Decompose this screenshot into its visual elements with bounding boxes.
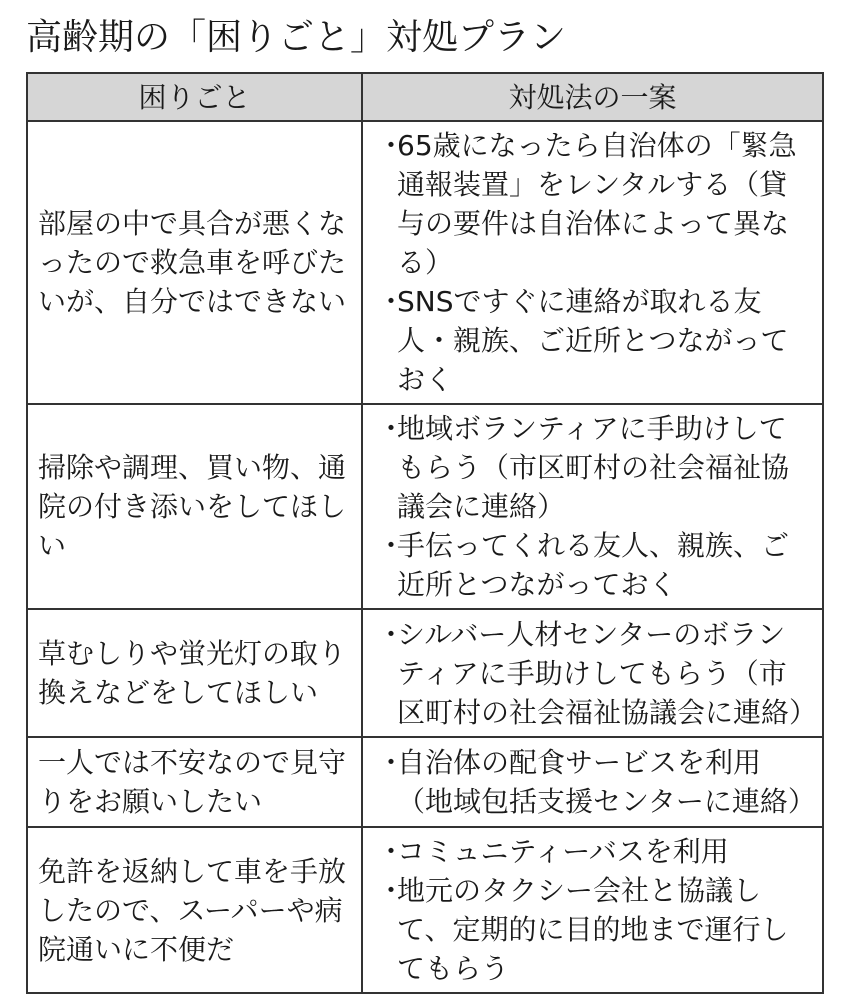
solution-text: シルバー人材センターのボランティアに手助けしてもらう（市区町村の社会福祉協議会に連絡）	[397, 617, 818, 729]
problem-cell: 部屋の中で具合が悪くなったので救急車を呼びたいが、自分ではできない	[27, 121, 362, 404]
table-header-row	[27, 73, 823, 121]
solution-item	[373, 409, 812, 526]
solution-item	[373, 282, 812, 399]
solution-list	[373, 126, 812, 399]
problem-cell: 一人では不安なので見守りをお願いしたい	[27, 737, 362, 827]
solution-cell	[362, 827, 823, 993]
solution-cell	[362, 737, 823, 827]
solution-list	[373, 832, 812, 988]
solution-text: 手伝ってくれる友人、親族、ご近所とつながっておく	[397, 529, 790, 601]
solution-item	[373, 126, 812, 282]
solution-item	[373, 871, 812, 988]
solution-text: 65歳になったら自治体の「緊急通報装置」をレンタルする（貸与の要件は自治体によって異なる）	[397, 129, 797, 279]
solution-text: 自治体の配食サービスを利用（地域包括支援センターに連絡）	[397, 746, 816, 818]
bullet-mark: ・	[377, 529, 406, 562]
solution-cell	[362, 404, 823, 609]
solution-item	[373, 615, 818, 732]
solution-item	[373, 743, 816, 821]
coping-plan-table	[26, 72, 824, 994]
solution-text: SNSですぐに連絡が取れる友人・親族、ご近所とつながっておく	[397, 285, 789, 396]
solution-cell	[362, 121, 823, 404]
table-row	[27, 404, 823, 609]
table-row	[27, 121, 823, 404]
table-row	[27, 609, 823, 737]
solution-list	[373, 615, 818, 732]
problem-cell: 掃除や調理、買い物、通院の付き添いをしてほしい	[27, 404, 362, 609]
bullet-mark: ・	[377, 746, 406, 779]
column-header-problem: 困りごと	[27, 73, 362, 121]
solution-item	[373, 526, 812, 604]
solution-text: 地元のタクシー会社と協議して、定期的に目的地まで運行してもらう	[397, 874, 789, 985]
bullet-mark: ・	[377, 617, 406, 651]
bullet-mark: ・	[377, 874, 406, 907]
bullet-mark: ・	[377, 412, 406, 445]
problem-cell: 草むしりや蛍光灯の取り換えなどをしてほしい	[27, 609, 362, 737]
solution-cell	[362, 609, 823, 737]
bullet-mark: ・	[377, 285, 406, 318]
solution-item	[373, 832, 812, 871]
column-header-solution: 対処法の一案	[362, 73, 823, 121]
solution-list	[373, 743, 816, 821]
problem-cell: 免許を返納して車を手放したので、スーパーや病院通いに不便だ	[27, 827, 362, 993]
solution-text: 地域ボランティアに手助けしてもらう（市区町村の社会福祉協議会に連絡）	[397, 412, 790, 523]
bullet-mark: ・	[377, 129, 406, 162]
solution-text: コミュニティーバスを利用	[397, 835, 729, 868]
page-title: 高齢期の「困りごと」対処プラン	[26, 17, 567, 58]
table-row	[27, 827, 823, 993]
solution-list	[373, 409, 812, 604]
table-row	[27, 737, 823, 827]
bullet-mark: ・	[377, 835, 406, 868]
